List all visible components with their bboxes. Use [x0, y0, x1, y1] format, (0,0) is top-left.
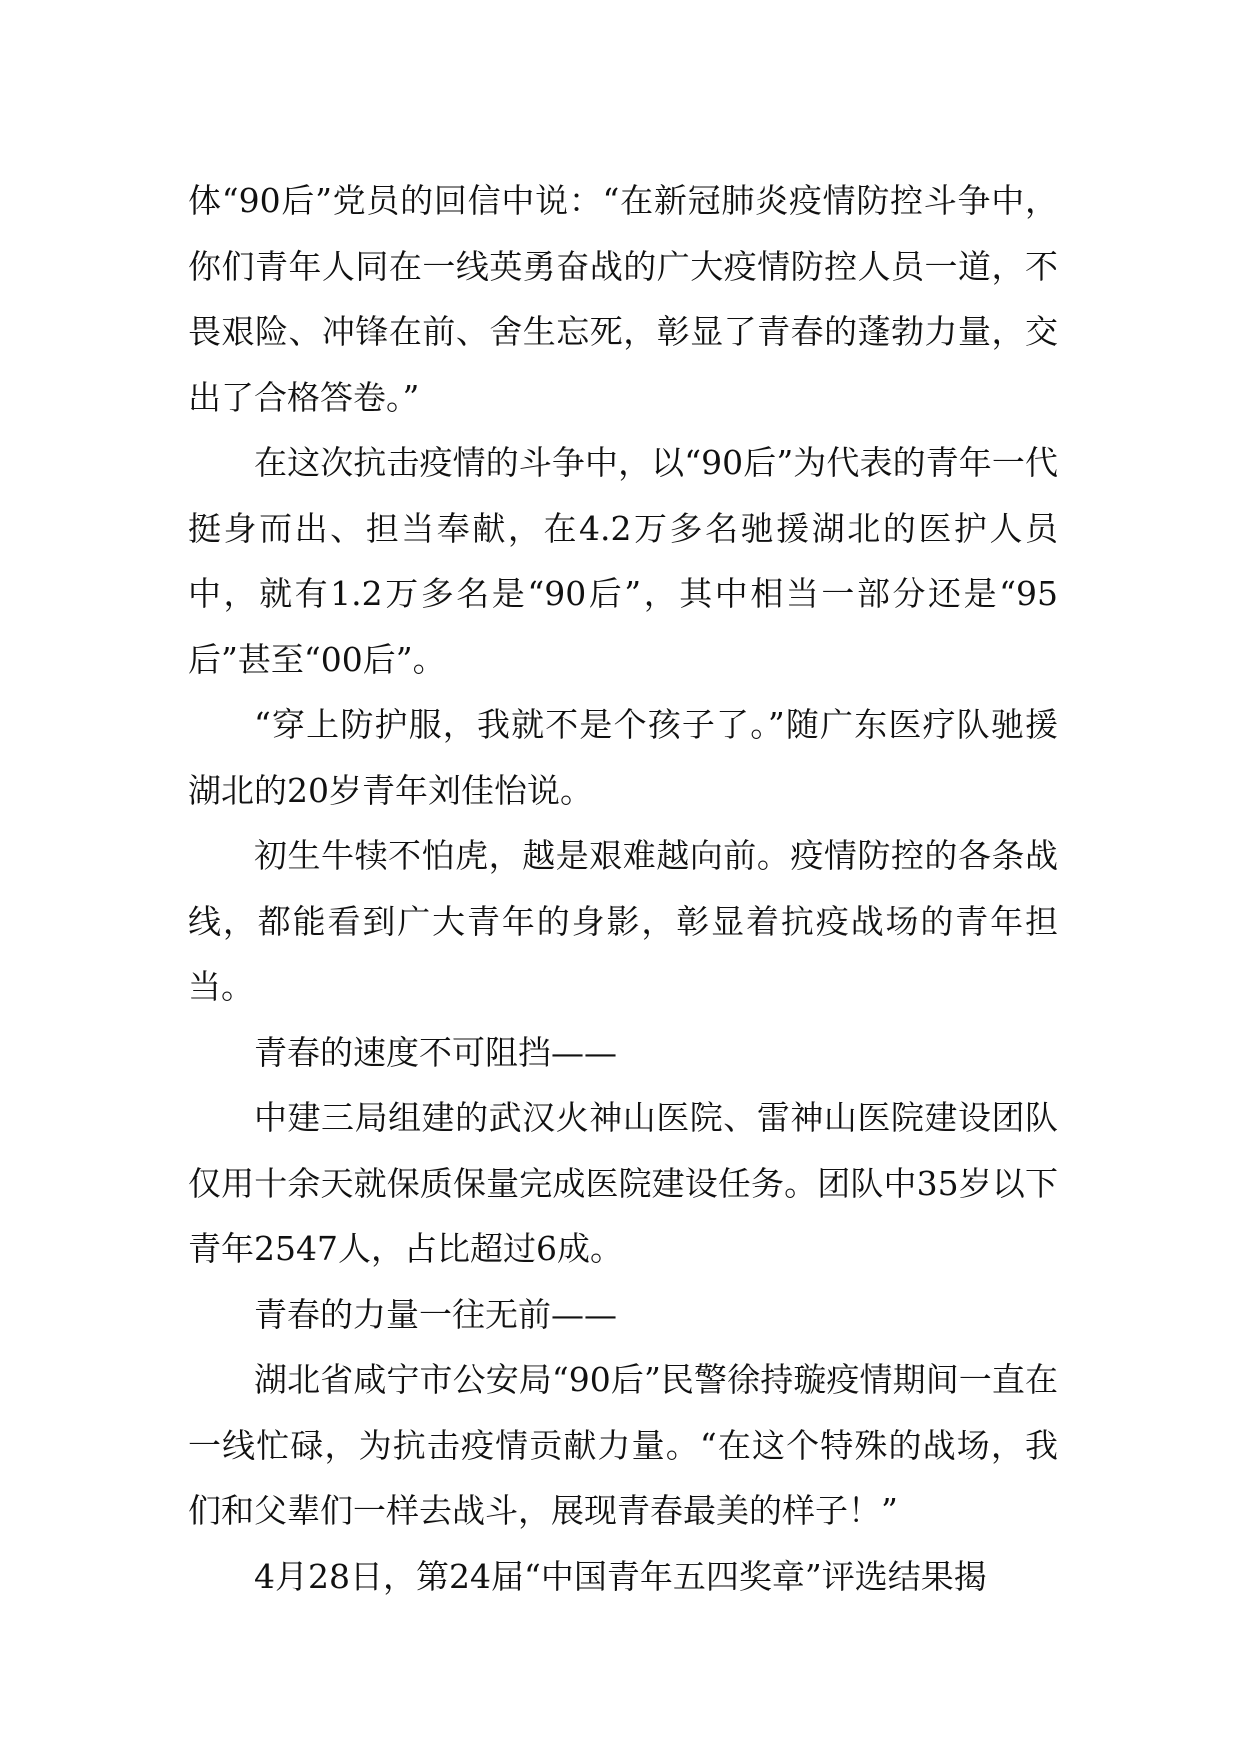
- paragraph-9: 4月28日，第24届“中国青年五四奖章”评选结果揭: [254, 1556, 987, 1596]
- paragraph-6: 中建三局组建的武汉火神山医院、雷神山医院建设团队仅用十余天就保质保量完成医院建设任务。团队中35岁以下青年2547人，占比超过6成。: [188, 1098, 1058, 1268]
- paragraph-4: 初生牛犊不怕虎，越是艰难越向前。疫情防控的各条战线，都能看到广大青年的身影，彰显着抗疫战场的青年担当。: [188, 836, 1058, 1006]
- paragraph-2: 在这次抗击疫情的斗争中，以“90后”为代表的青年一代挺身而出、担当奉献，在4.2万多名驰援湖北的医护人员中，就有1.2万多名是“90后”，其中相当一部分还是“95后”甚至“00后”。: [188, 443, 1058, 679]
- paragraph-7-heading: 青春的力量一往无前——: [254, 1294, 617, 1334]
- paragraph-8: 湖北省咸宁市公安局“90后”民警徐持璇疫情期间一直在一线忙碌，为抗击疫情贡献力量。“在这个特殊的战场，我们和父辈们一样去战斗，展现青春最美的样子！”: [188, 1360, 1058, 1530]
- paragraph-1: 体“90后”党员的回信中说：“在新冠肺炎疫情防控斗争中，你们青年人同在一线英勇奋战的广大疫情防控人员一道，不畏艰险、冲锋在前、舍生忘死，彰显了青春的蓬勃力量，交出了合格答卷。”: [188, 181, 1058, 417]
- document-page: [188, 168, 1058, 1609]
- paragraph-5-heading: 青春的速度不可阻挡——: [254, 1032, 617, 1072]
- paragraph-3: “穿上防护服，我就不是个孩子了。”随广东医疗队驰援湖北的20岁青年刘佳怡说。: [188, 705, 1058, 810]
